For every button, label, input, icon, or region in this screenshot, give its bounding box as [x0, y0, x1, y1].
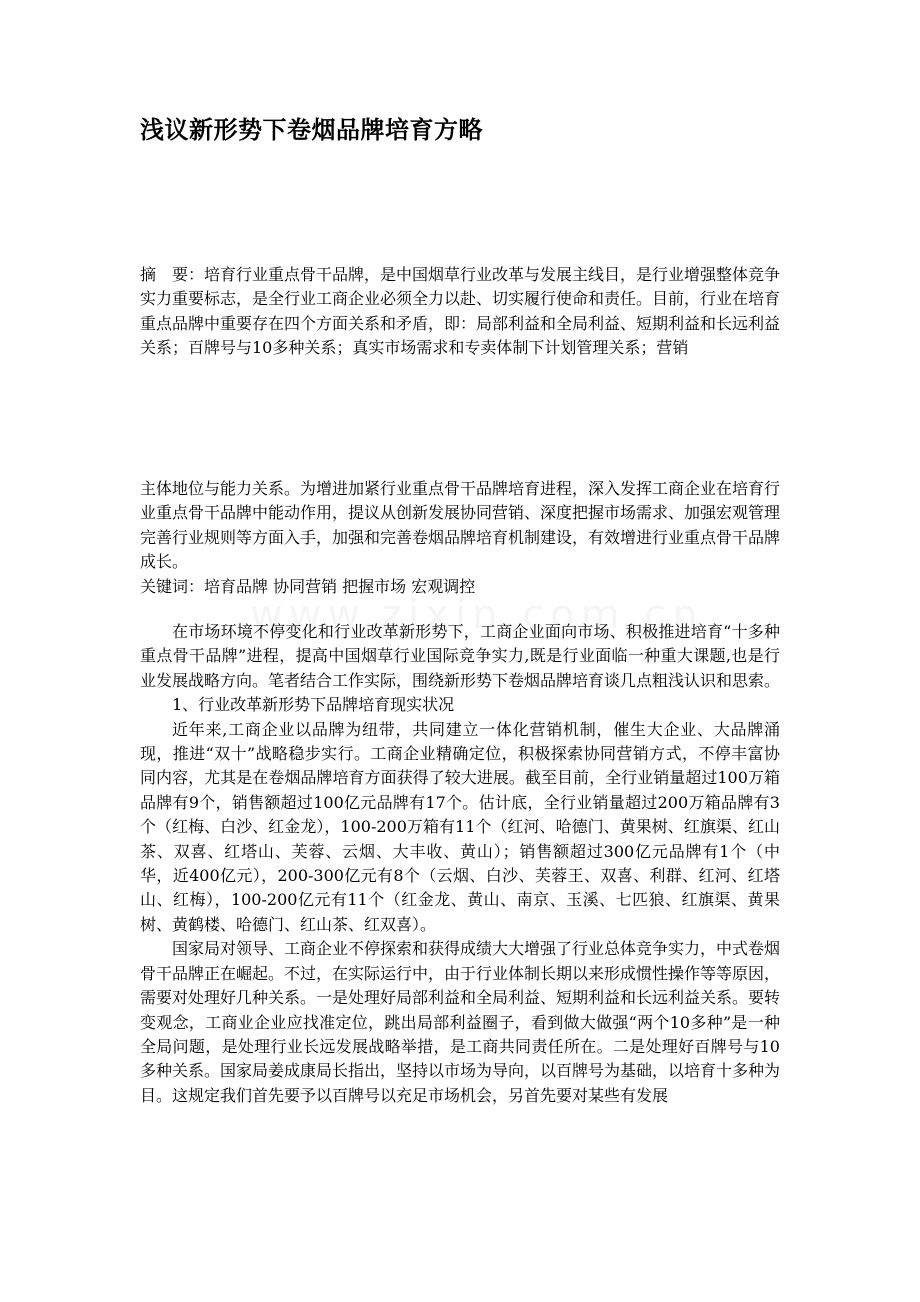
- section-heading: 1、行业改革新形势下品牌培育现实状况: [172, 695, 455, 715]
- intro-paragraph: 在市场环境不停变化和行业改革新形势下，工商企业面向市场、积极推进培育“十多种重点骨干品牌”进程，提高中国烟草行业国际竞争实力,既是行业面临一种重大课题,也是行业发展战略方向。笔者结合工作实际，围绕新形势下卷烟品牌培育谈几点粗浅认识和思索。: [140, 622, 781, 690]
- relations-paragraph: 国家局对领导、工商企业不停探索和获得成绩大大增强了行业总体竞争实力，中式卷烟骨干品牌正在崛起。不过，在实际运行中，由于行业体制长期以来形成惯性操作等等原因，需要对处理好几种关系。一是处理好局部利益和全局利益、短期利益和长远利益关系。要转变观念，工商业企业应找准定位，跳出局部利益圈子，看到做大做强“两个10多种”是一种全局问题，是处理行业长远发展战略举措，是工商共同责任所在。二是处理好百牌号与10多种关系。国家局姜成康局长指出，坚持以市场为导向，以百牌号为基础，以培育十多种为目。这规定我们首先要予以百牌号以充足市场机会，另首先要对某些有发展: [140, 939, 781, 1105]
- abstract-continuation: [140, 477, 780, 599]
- abstract-section: [140, 263, 780, 361]
- abstract-text: 摘 要：培育行业重点骨干品牌，是中国烟草行业改革与发展主线目，是行业增强整体竞争实力重要标志，是全行业工商企业必须全力以赴、切实履行使命和责任。目前，行业在培育重点品牌中重要存在四个方面关系和矛盾，即：局部利益和全局利益、短期利益和长远利益关系；百牌号与10多种关系；真实市场需求和专卖体制下计划管理关系；营销: [140, 265, 781, 358]
- abstract-text-continued: 主体地位与能力关系。为增进加紧行业重点骨干品牌培育进程，深入发挥工商企业在培育行业重点骨干品牌中能动作用，提议从创新发展协同营销、深度把握市场需求、加强宏观管理完善行业规则等方面入手，加强和完善卷烟品牌培育机制建设，有效增进行业重点骨干品牌成长。: [140, 479, 781, 572]
- body-section: [140, 620, 780, 1108]
- keywords: 关键词：培育品牌 协同营销 把握市场 宏观调控: [140, 576, 476, 596]
- status-paragraph: 近年来,工商企业以品牌为纽带，共同建立一体化营销机制，催生大企业、大品牌涌现，推进“双十”战略稳步实行。工商企业精确定位，积极探索协同营销方式，不停丰富协同内容，尤其是在卷烟品牌培育方面获得了较大进展。截至目前，全行业销量超过100万箱品牌有9个，销售额超过100亿元品牌有17个。估计底，全行业销量超过200万箱品牌有3个（红梅、白沙、红金龙），100-200万箱有11个（红河、哈德门、黄果树、红旗渠、红山茶、双喜、红塔山、芙蓉、云烟、大丰收、黄山）；销售额超过300亿元品牌有1个（中华，近400亿元），200-300亿元有8个（云烟、白沙、芙蓉王、双喜、利群、红河、红塔山、红梅），100-200亿元有11个（红金龙、黄山、南京、玉溪、七匹狼、红旗渠、黄果树、黄鹤楼、哈德门、红山茶、红双喜）。: [140, 719, 780, 934]
- document-title: 浅议新形势下卷烟品牌培育方略: [140, 115, 483, 144]
